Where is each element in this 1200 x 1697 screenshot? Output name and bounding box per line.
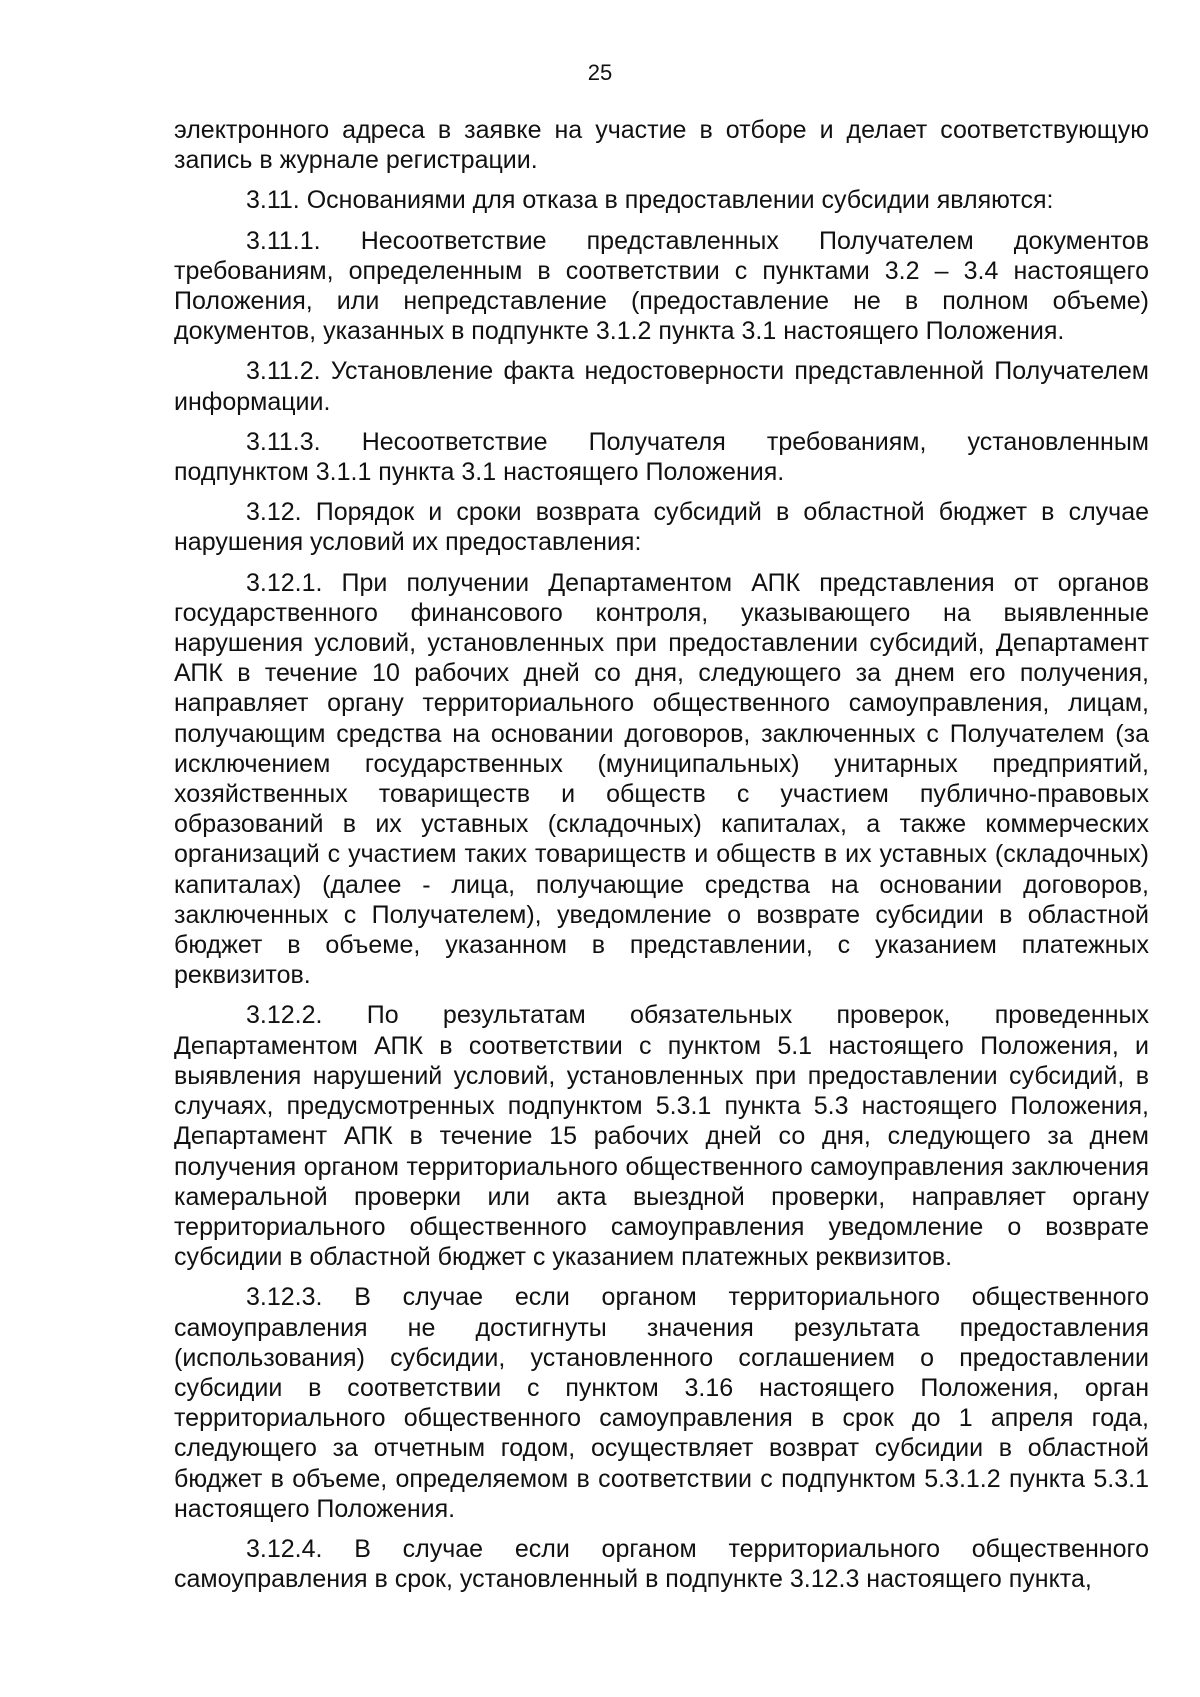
paragraph-3-11-1: 3.11.1. Несоответствие представленных Получателем документов требованиям, определенным в соответствии с пунктами 3.2 – 3.4 настоящего Положения, или непредставление (предоставление не в полном объеме) документов, указанных в подпункте 3.1.2 пункта 3.1 настоящего Положения. <box>174 226 1149 346</box>
paragraph-3-12-4: 3.12.4. В случае если органом территориального общественного самоуправления в срок, установленный в подпункте 3.12.3 настоящего пункта, <box>174 1534 1149 1594</box>
paragraph-3-11-3: 3.11.3. Несоответствие Получателя требованиям, установленным подпунктом 3.1.1 пункта 3.1 настоящего Положения. <box>174 427 1149 487</box>
paragraph-3-12-2: 3.12.2. По результатам обязательных проверок, проведенных Департаментом АПК в соответствии с пунктом 5.1 настоящего Положения, и выявления нарушений условий, установленных при предоставлении субсидий, в случаях, предусмотренных подпунктом 5.3.1 пункта 5.3 настоящего Положения, Департамент АПК в течение 15 рабочих дней со дня, следующего за днем получения органом территориального общественного самоуправления заключения камеральной проверки или акта выездной проверки, направляет органу территориального общественного самоуправления уведомление о возврате субсидии в областной бюджет с указанием платежных реквизитов. <box>174 1001 1149 1272</box>
paragraph-3-12-3: 3.12.3. В случае если органом территориального общественного самоуправления не достигнуты значения результата предоставления (использования) субсидии, установленного соглашением о предоставлении субсидии в соответствии с пунктом 3.16 настоящего Положения, орган территориального общественного самоуправления в срок до 1 апреля года, следующего за отчетным годом, осуществляет возврат субсидии в областной бюджет в объеме, определяемом в соответствии с подпунктом 5.3.1.2 пункта 5.3.1 настоящего Положения. <box>174 1283 1149 1523</box>
document-body <box>174 115 1149 1594</box>
paragraph-3-11-2: 3.11.2. Установление факта недостоверности представленной Получателем информации. <box>174 357 1149 416</box>
paragraph-3-12: 3.12. Порядок и сроки возврата субсидий в областной бюджет в случае нарушения условий их предоставления: <box>174 498 1149 557</box>
paragraph-3-11: 3.11. Основаниями для отказа в предоставлении субсидии являются: <box>246 186 1054 215</box>
page-number: 25 <box>587 60 613 85</box>
paragraph-3-12-1: 3.12.1. При получении Департаментом АПК представления от органов государственного финансового контроля, указывающего на выявленные нарушения условий, установленных при предоставлении субсидий, Департамент АПК в течение 10 рабочих дней со дня, следующего за днем его получения, направляет органу территориального общественного самоуправления, лицам, получающим средства на основании договоров, заключенных с Получателем (за исключением государственных (муниципальных) унитарных предприятий, хозяйственных товариществ и обществ с участием публично-правовых образований в их уставных (складочных) капиталах, а также коммерческих организаций с участием таких товариществ и обществ в их уставных (складочных) капиталах) (далее - лица, получающие средства на основании договоров, заключенных с Получателем), уведомление о возврате субсидии в областной бюджет в объеме, указанном в представлении, с указанием платежных реквизитов. <box>174 568 1149 990</box>
paragraph-continuation: электронного адреса в заявке на участие в отборе и делает соответствующую запись в журнале регистрации. <box>174 116 1149 175</box>
